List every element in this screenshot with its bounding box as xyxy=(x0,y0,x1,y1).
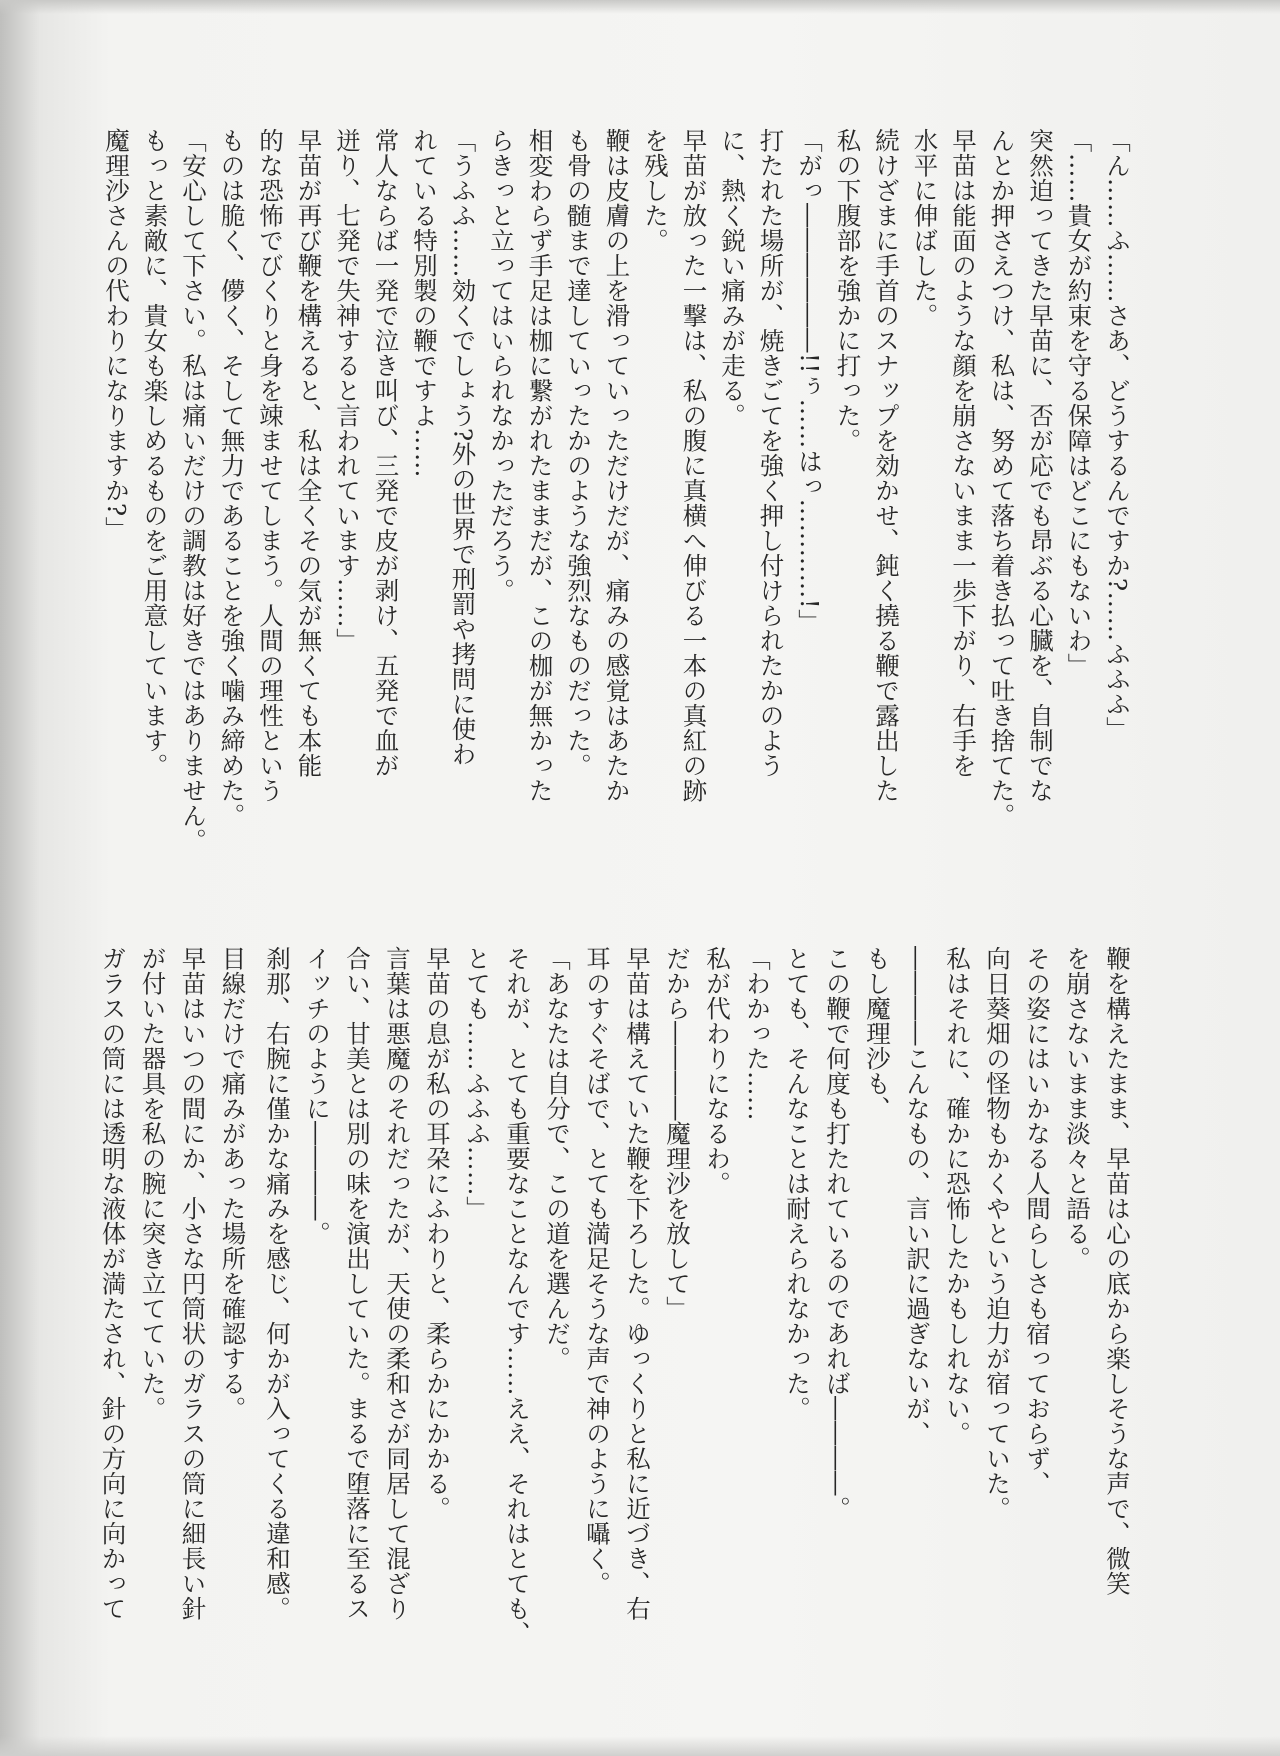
text-column: 魔理沙さんの代わりになりますか?」 xyxy=(102,128,131,542)
text-column: だから――――魔理沙を放して」 xyxy=(663,946,692,1321)
text-column: もし魔理沙も、 xyxy=(863,946,892,1121)
text-column: 「安心して下さい。私は痛いだけの調教は好きではありません。 xyxy=(179,128,208,853)
text-column: れている特別製の鞭ですよ…… xyxy=(410,128,439,478)
text-column: ――――こんなもの、言い訳に過ぎないが、 xyxy=(903,946,932,1446)
text-column: とても、そんなことは耐えられなかった。 xyxy=(783,946,812,1421)
text-column: 迸り、七発で失神すると言われています……」 xyxy=(333,128,362,653)
text-column: を崩さないまま淡々と語る。 xyxy=(1063,946,1092,1271)
text-column: イッチのように――――。 xyxy=(303,946,332,1246)
text-column: 言葉は悪魔のそれだったが、天使の柔和さが同居して混ざり xyxy=(383,946,412,1621)
text-column: が付いた器具を私の腕に突き立てていた。 xyxy=(138,946,168,1421)
text-column: 「あなたは自分で、この道を選んだ。 xyxy=(543,946,572,1371)
text-column: に、熱く鋭い痛みが走る。 xyxy=(718,128,747,428)
text-column: 「ん……ふ……さあ、どうするんですか?……ふふふ」 xyxy=(1103,128,1132,742)
text-column: 「うふふ……効くでしょう?外の世界で刑罰や拷問に使わ xyxy=(448,128,478,767)
text-column: 鞭は皮膚の上を滑っていっただけだが、痛みの感覚はあたか xyxy=(602,128,632,803)
text-column: 「わかった…… xyxy=(743,946,772,1121)
text-column: ガラスの筒には透明な液体が満たされ、針の方向に向かって xyxy=(98,946,128,1621)
text-block-upper xyxy=(97,128,1137,853)
text-column: この鞭で何度も打たれているのであれば――――。 xyxy=(823,946,852,1521)
text-column: 合い、甘美とは別の味を演出していた。まるで堕落に至るス xyxy=(343,946,372,1621)
text-column: もっと素敵に、貴女も楽しめるものをご用意しています。 xyxy=(140,128,170,778)
text-column: 早苗は能面のような顔を崩さないまま一歩下がり、右手を xyxy=(949,128,978,778)
text-column: 早苗の息が私の耳朶にふわりと、柔らかにかかる。 xyxy=(423,946,452,1521)
text-column: 耳のすぐそばで、とても満足そうな声で神のように囁く。 xyxy=(583,946,612,1596)
text-column: を残した。 xyxy=(641,128,670,253)
text-column: 相変わらず手足は枷に繋がれたままだが、この枷が無かった xyxy=(525,128,555,803)
text-column: 早苗は構えていた鞭を下ろした。ゆっくりと私に近づき、右 xyxy=(623,946,652,1621)
text-column: 刹那、右腕に僅かな痛みを感じ、何かが入ってくる違和感。 xyxy=(263,946,292,1621)
text-column: 常人ならば一発で泣き叫び、三発で皮が剥け、五発で血が xyxy=(371,128,401,778)
text-column: 続けざまに手首のスナップを効かせ、鈍く撓る鞭で露出した xyxy=(872,128,901,803)
text-column: 向日葵畑の怪物もかくやという迫力が宿っていた。 xyxy=(983,946,1012,1521)
text-column: らきっと立ってはいられなかっただろう。 xyxy=(487,128,516,603)
text-column: 鞭を構えたまま、早苗は心の底から楽しそうな声で、微笑 xyxy=(1103,946,1132,1596)
text-column: 突然迫ってきた早苗に、否が応でも昂ぶる心臓を、自制でな xyxy=(1026,128,1055,803)
text-column: 私の下腹部を強かに打った。 xyxy=(833,128,863,453)
text-column: とても……ふふふ……」 xyxy=(463,946,492,1221)
text-column: 打たれた場所が、焼きごてを強く押し付けられたかのよう xyxy=(756,128,786,778)
text-column: 私が代わりになるわ。 xyxy=(703,946,732,1196)
text-column: 「……貴女が約束を守る保障はどこにもないわ」 xyxy=(1064,128,1094,678)
text-column: 早苗はいつの間にか、小さな円筒状のガラスの筒に細長い針 xyxy=(178,946,208,1621)
text-column: 早苗が再び鞭を構えると、私は全くその気が無くても本能 xyxy=(294,128,324,778)
text-column: 目線だけで痛みがあった場所を確認する。 xyxy=(218,946,248,1421)
text-block-lower xyxy=(92,946,1137,1706)
text-column: 早苗が放った一撃は、私の腹に真横へ伸びる一本の真紅の跡 xyxy=(679,128,709,803)
text-column: 私はそれに、確かに恐怖したかもしれない。 xyxy=(943,946,972,1446)
text-column: それが、とても重要なことなんです……ええ、それはとても、 xyxy=(503,946,532,1646)
text-column: 水平に伸ばした。 xyxy=(910,128,940,328)
text-column: 「がっ――――――!!ぅ……はっ…………!」 xyxy=(795,128,824,635)
text-column: も骨の髄まで達していったかのような強烈なものだった。 xyxy=(564,128,593,778)
text-column: その姿にはいかなる人間らしさも宿っておらず、 xyxy=(1023,946,1052,1496)
text-column: 的な恐怖でびくりと身を竦ませてしまう。人間の理性という xyxy=(256,128,285,803)
text-column: ものは脆く、儚く、そして無力であることを強く噛み締めた。 xyxy=(217,128,247,828)
text-column: んとか押さえつけ、私は、努めて落ち着き払って吐き捨てた。 xyxy=(987,128,1017,828)
